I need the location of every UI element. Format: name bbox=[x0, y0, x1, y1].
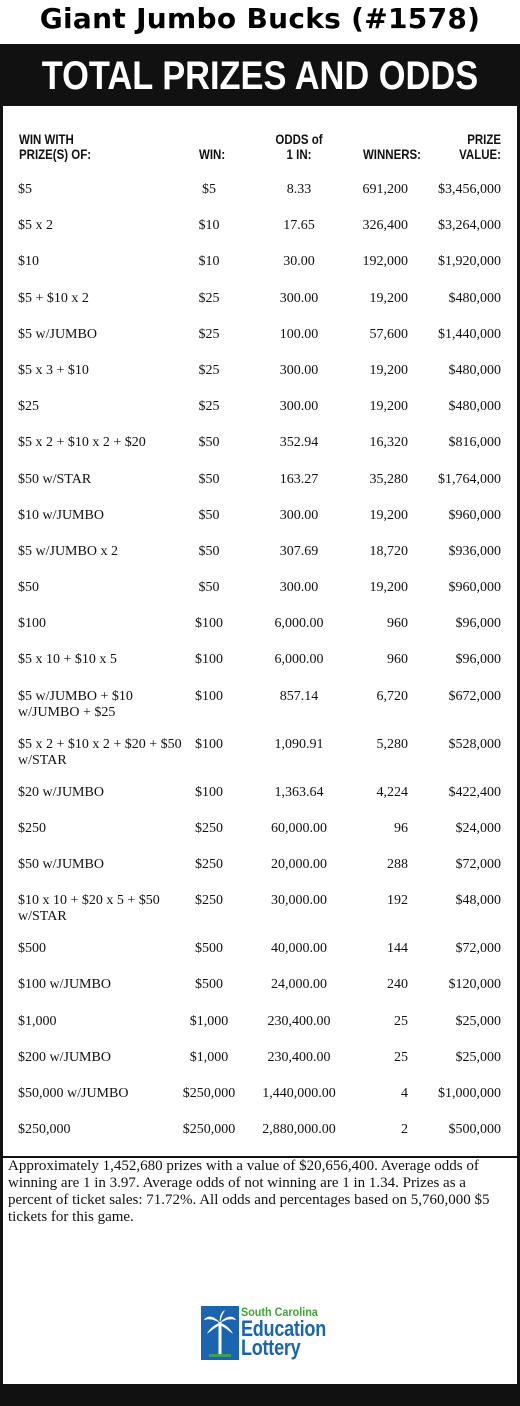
prize-cell: $20 w/JUMBO bbox=[18, 784, 104, 800]
section-heading: TOTAL PRIZES AND ODDS bbox=[41, 54, 479, 98]
win-cell: $250 bbox=[195, 893, 223, 909]
win-cell: $50 bbox=[198, 435, 220, 451]
value-cell: $480,000 bbox=[448, 362, 501, 378]
value-cell: $72,000 bbox=[455, 941, 501, 957]
win-cell: $25 bbox=[198, 326, 220, 342]
table-row bbox=[3, 177, 517, 213]
table-row bbox=[3, 322, 517, 358]
odds-cell: 300.00 bbox=[279, 290, 319, 306]
value-cell: $48,000 bbox=[455, 893, 501, 909]
prize-rows bbox=[3, 177, 517, 1153]
header-prize bbox=[19, 132, 91, 162]
header-prize-line2: PRIZE(S) OF: bbox=[19, 146, 92, 162]
win-cell: $25 bbox=[198, 399, 220, 415]
winners-cell: 19,200 bbox=[369, 290, 408, 306]
odds-cell: 17.65 bbox=[283, 218, 315, 234]
winners-cell: 192,000 bbox=[362, 254, 408, 270]
value-cell: $960,000 bbox=[448, 507, 501, 523]
winners-cell: 57,600 bbox=[369, 326, 408, 342]
table-row bbox=[3, 888, 517, 936]
table-row bbox=[3, 467, 517, 503]
table-row bbox=[3, 780, 517, 816]
value-cell: $936,000 bbox=[448, 543, 501, 559]
table-row bbox=[3, 611, 517, 647]
odds-cell: 2,880,000.00 bbox=[262, 1122, 336, 1138]
prize-cell: $5 x 2 bbox=[18, 218, 53, 234]
value-cell: $72,000 bbox=[455, 857, 501, 872]
odds-cell: 30,000.00 bbox=[271, 893, 327, 909]
winners-cell: 960 bbox=[387, 652, 408, 668]
win-cell: $50 bbox=[198, 580, 220, 596]
winners-cell: 35,280 bbox=[369, 471, 408, 487]
winners-cell: 16,320 bbox=[369, 435, 408, 451]
value-cell: $1,920,000 bbox=[438, 254, 501, 270]
win-cell: $50 bbox=[198, 507, 220, 523]
win-cell: $25 bbox=[198, 290, 220, 306]
table-row bbox=[3, 249, 517, 285]
winners-cell: 25 bbox=[394, 1013, 408, 1029]
header-winners: WINNERS: bbox=[362, 146, 421, 162]
value-cell: $1,000,000 bbox=[438, 1085, 501, 1101]
winners-cell: 691,200 bbox=[362, 182, 408, 197]
value-cell: $1,440,000 bbox=[438, 326, 501, 342]
value-cell: $480,000 bbox=[448, 399, 501, 415]
value-cell: $120,000 bbox=[448, 977, 501, 993]
odds-cell: 230,400.00 bbox=[267, 1013, 331, 1029]
win-cell: $25 bbox=[198, 362, 220, 378]
value-cell: $24,000 bbox=[455, 820, 501, 836]
header-value-line1: PRIZE bbox=[467, 131, 501, 147]
winners-cell: 192 bbox=[387, 893, 408, 909]
win-cell: $50 bbox=[198, 543, 220, 559]
prize-cell: $5 w/JUMBO bbox=[18, 326, 97, 342]
odds-cell: 20,000.00 bbox=[271, 857, 327, 872]
prize-cell: $100 bbox=[18, 616, 46, 632]
footnote-text: Approximately 1,452,680 prizes with a value of $20,656,400. Average odds of winning are 1 in 3.97. Average odds of not winning are 1 in 1.34. Prizes as a percent of ticket sales: 71.72%. All odds and percentages based on 5,760,000 $5 tickets for this game. bbox=[8, 1158, 490, 1225]
prize-cell: $50 bbox=[18, 580, 39, 596]
sc-education-lottery-logo bbox=[201, 1306, 361, 1361]
winners-cell: 19,200 bbox=[369, 362, 408, 378]
header-odds-line2: 1 IN: bbox=[286, 146, 312, 162]
winners-cell: 2 bbox=[401, 1122, 408, 1138]
winners-cell: 96 bbox=[394, 820, 408, 836]
prize-cell: $5 x 10 + $10 x 5 bbox=[18, 652, 117, 668]
winners-cell: 4,224 bbox=[376, 784, 408, 800]
table-row bbox=[3, 575, 517, 611]
prize-cell: $10 bbox=[18, 254, 39, 270]
winners-cell: 5,280 bbox=[376, 736, 408, 752]
odds-cell: 300.00 bbox=[279, 399, 319, 415]
table-row bbox=[3, 1081, 517, 1117]
odds-cell: 230,400.00 bbox=[267, 1049, 331, 1065]
prize-cell: $5 x 2 + $10 x 2 + $20 + $50 w/STAR bbox=[18, 736, 182, 768]
prize-cell: $5 w/JUMBO x 2 bbox=[18, 543, 118, 559]
prize-cell: $10 x 10 + $20 x 5 + $50 w/STAR bbox=[18, 893, 160, 925]
value-cell: $960,000 bbox=[448, 580, 501, 596]
win-cell: $100 bbox=[195, 736, 223, 752]
palmetto-icon bbox=[201, 1306, 239, 1360]
value-cell: $422,400 bbox=[448, 784, 501, 800]
value-cell: $3,264,000 bbox=[438, 218, 501, 234]
prize-table-panel bbox=[3, 106, 517, 1384]
table-row bbox=[3, 732, 517, 780]
table-row bbox=[3, 503, 517, 539]
value-cell: $96,000 bbox=[455, 652, 501, 668]
win-cell: $500 bbox=[195, 941, 223, 957]
winners-cell: 18,720 bbox=[369, 543, 408, 559]
logo-lottery-text: Lottery bbox=[241, 1335, 301, 1360]
odds-cell: 24,000.00 bbox=[271, 977, 327, 993]
winners-cell: 25 bbox=[394, 1049, 408, 1065]
odds-cell: 60,000.00 bbox=[271, 820, 327, 836]
win-cell: $50 bbox=[198, 471, 220, 487]
win-cell: $1,000 bbox=[189, 1013, 229, 1029]
prize-cell: $5 w/JUMBO + $10 w/JUMBO + $25 bbox=[18, 688, 133, 720]
prize-cell: $50 w/JUMBO bbox=[18, 857, 104, 872]
prize-cell: $100 w/JUMBO bbox=[18, 977, 111, 993]
palmetto-svg bbox=[201, 1306, 239, 1360]
winners-cell: 326,400 bbox=[362, 218, 408, 234]
odds-cell: 300.00 bbox=[279, 580, 319, 596]
prize-cell: $5 x 3 + $10 bbox=[18, 362, 89, 378]
table-row bbox=[3, 358, 517, 394]
value-cell: $672,000 bbox=[448, 688, 501, 704]
odds-cell: 30.00 bbox=[283, 254, 315, 270]
win-cell: $10 bbox=[198, 254, 220, 270]
odds-cell: 307.69 bbox=[279, 543, 319, 559]
odds-cell: 300.00 bbox=[279, 507, 319, 523]
table-row bbox=[3, 1117, 517, 1153]
value-cell: $3,456,000 bbox=[438, 182, 501, 197]
prize-cell: $1,000 bbox=[18, 1013, 57, 1029]
table-row bbox=[3, 394, 517, 430]
prize-cell: $25 bbox=[18, 399, 39, 415]
win-cell: $5 bbox=[202, 182, 216, 197]
table-row bbox=[3, 816, 517, 852]
table-row bbox=[3, 852, 517, 888]
prize-cell: $10 w/JUMBO bbox=[18, 507, 104, 523]
odds-cell: 6,000.00 bbox=[274, 616, 324, 632]
odds-cell: 6,000.00 bbox=[274, 652, 324, 668]
win-cell: $250,000 bbox=[182, 1085, 236, 1101]
prize-cell: $250 bbox=[18, 820, 46, 836]
prize-cell: $50 w/STAR bbox=[18, 471, 92, 487]
table-row bbox=[3, 647, 517, 683]
table-row bbox=[3, 539, 517, 575]
game-title: Giant Jumbo Bucks (#1578) bbox=[39, 2, 481, 35]
table-row bbox=[3, 936, 517, 972]
win-cell: $500 bbox=[195, 977, 223, 993]
table-row bbox=[3, 1045, 517, 1081]
table-row bbox=[3, 972, 517, 1008]
header-value-line2: VALUE: bbox=[459, 146, 501, 162]
table-row bbox=[3, 213, 517, 249]
odds-cell: 40,000.00 bbox=[271, 941, 327, 957]
header-value bbox=[435, 132, 501, 162]
table-row bbox=[3, 1009, 517, 1045]
odds-cell: 300.00 bbox=[279, 362, 319, 378]
value-cell: $1,764,000 bbox=[438, 471, 501, 487]
logo-state-text: South Carolina bbox=[241, 1305, 318, 1319]
odds-cell: 857.14 bbox=[279, 688, 319, 704]
odds-cell: 8.33 bbox=[286, 182, 312, 197]
odds-cell: 1,090.91 bbox=[274, 736, 324, 752]
winners-cell: 19,200 bbox=[369, 399, 408, 415]
prize-cell: $5 bbox=[18, 182, 32, 197]
winners-cell: 19,200 bbox=[369, 580, 408, 596]
winners-cell: 144 bbox=[387, 941, 408, 957]
prize-cell: $250,000 bbox=[18, 1122, 71, 1138]
win-cell: $10 bbox=[198, 218, 220, 234]
value-cell: $25,000 bbox=[455, 1013, 501, 1029]
value-cell: $25,000 bbox=[455, 1049, 501, 1065]
odds-cell: 1,440,000.00 bbox=[262, 1085, 336, 1101]
value-cell: $500,000 bbox=[448, 1122, 501, 1138]
prize-cell: $500 bbox=[18, 941, 46, 957]
table-row bbox=[3, 684, 517, 732]
header-win: WIN: bbox=[199, 146, 226, 162]
winners-cell: 19,200 bbox=[369, 507, 408, 523]
value-cell: $96,000 bbox=[455, 616, 501, 632]
logo-education-text: Education bbox=[241, 1316, 326, 1341]
header-odds bbox=[258, 132, 340, 162]
win-cell: $250 bbox=[195, 820, 223, 836]
prize-cell: $200 w/JUMBO bbox=[18, 1049, 111, 1065]
value-cell: $480,000 bbox=[448, 290, 501, 306]
win-cell: $100 bbox=[195, 688, 223, 704]
winners-cell: 960 bbox=[387, 616, 408, 632]
win-cell: $250 bbox=[195, 857, 223, 872]
odds-cell: 100.00 bbox=[279, 326, 319, 342]
prize-cell: $5 x 2 + $10 x 2 + $20 bbox=[18, 435, 146, 451]
winners-cell: 288 bbox=[387, 857, 408, 872]
winners-cell: 240 bbox=[387, 977, 408, 993]
table-row bbox=[3, 286, 517, 322]
odds-cell: 1,363.64 bbox=[274, 784, 324, 800]
winners-cell: 4 bbox=[401, 1085, 408, 1101]
win-cell: $250,000 bbox=[182, 1122, 236, 1138]
win-cell: $100 bbox=[195, 784, 223, 800]
win-cell: $1,000 bbox=[189, 1049, 229, 1065]
header-prize-line1: WIN WITH bbox=[19, 131, 74, 147]
odds-cell: 352.94 bbox=[279, 435, 319, 451]
prize-cell: $50,000 w/JUMBO bbox=[18, 1085, 129, 1101]
winners-cell: 6,720 bbox=[376, 688, 408, 704]
win-cell: $100 bbox=[195, 616, 223, 632]
value-cell: $816,000 bbox=[448, 435, 501, 451]
table-row bbox=[3, 430, 517, 466]
value-cell: $528,000 bbox=[448, 736, 501, 752]
header-odds-line1: ODDS of bbox=[275, 131, 323, 147]
win-cell: $100 bbox=[195, 652, 223, 668]
odds-cell: 163.27 bbox=[279, 471, 319, 487]
prize-cell: $5 + $10 x 2 bbox=[18, 290, 89, 306]
